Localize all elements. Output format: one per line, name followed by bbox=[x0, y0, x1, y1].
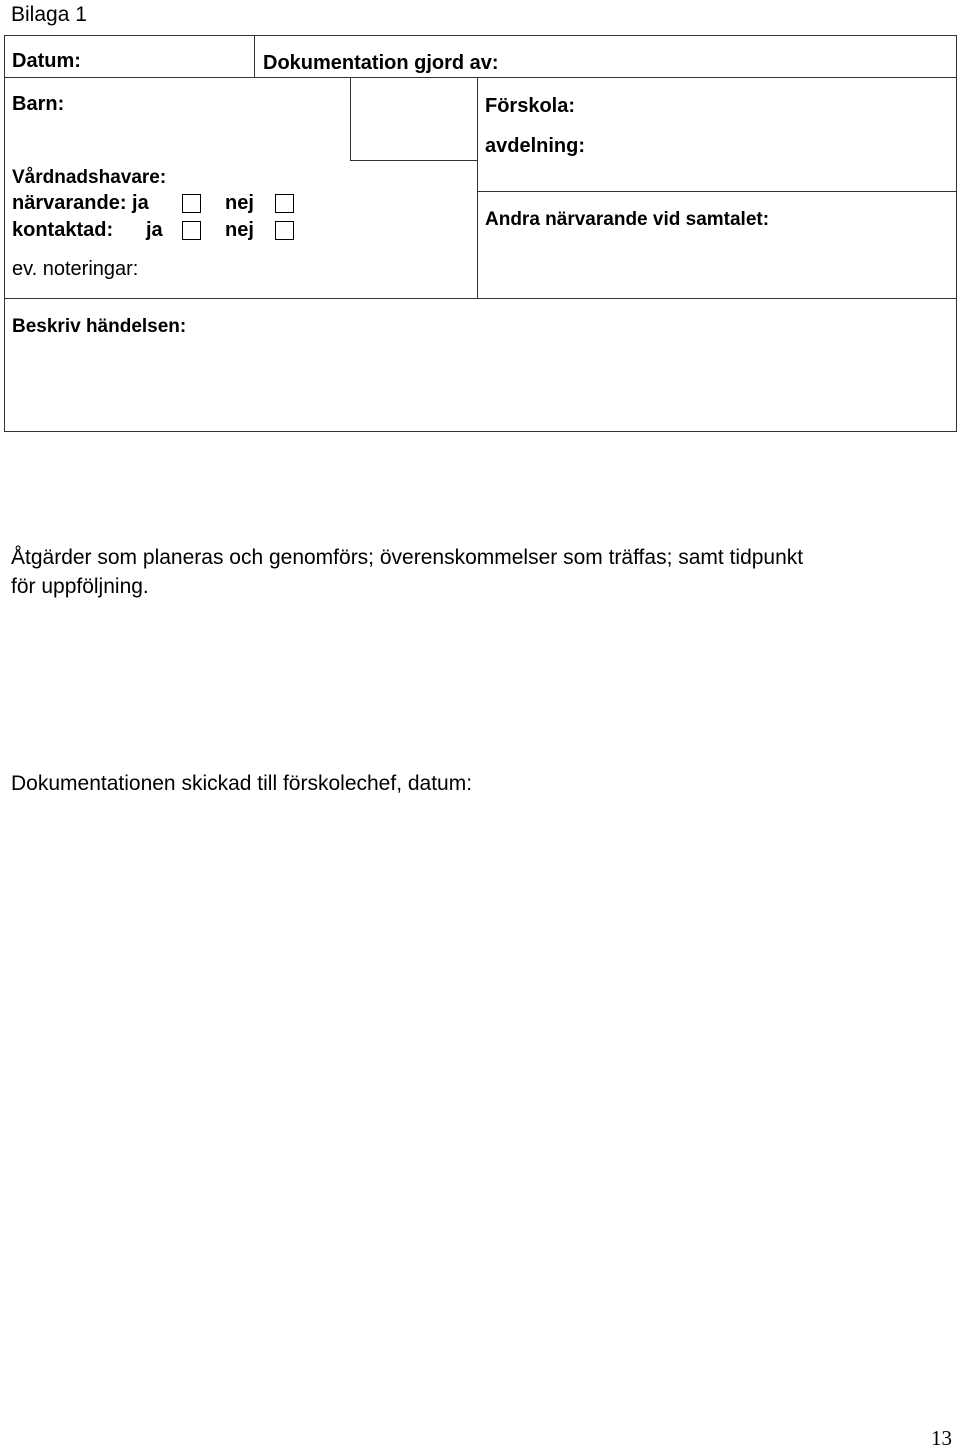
table-border-top bbox=[4, 35, 957, 36]
table-divider bbox=[477, 191, 957, 192]
page-title: Bilaga 1 bbox=[11, 3, 87, 26]
child-label: Barn: bbox=[12, 93, 65, 115]
guardians-heading: Vårdnadshavare: bbox=[12, 167, 167, 188]
others-present-label: Andra närvarande vid samtalet: bbox=[485, 209, 770, 230]
contacted-no-label: nej bbox=[225, 219, 254, 241]
actions-heading-line1: Åtgärder som planeras och genomförs; överenskommelser som träffas; samt tidpunkt bbox=[11, 546, 804, 569]
table-border-left bbox=[4, 35, 5, 432]
contacted-label: kontaktad: bbox=[12, 219, 114, 241]
present-yes-checkbox[interactable] bbox=[182, 194, 201, 213]
contacted-no-checkbox[interactable] bbox=[275, 221, 294, 240]
contacted-yes-checkbox[interactable] bbox=[182, 221, 201, 240]
documented-by-label: Dokumentation gjord av: bbox=[263, 52, 499, 74]
table-divider bbox=[4, 298, 957, 299]
table-divider bbox=[4, 77, 957, 78]
present-label: närvarande: ja bbox=[12, 192, 149, 214]
present-no-label: nej bbox=[225, 192, 254, 214]
table-border-right bbox=[956, 35, 957, 432]
table-divider bbox=[254, 35, 255, 78]
table-border-bottom bbox=[4, 431, 957, 432]
table-divider bbox=[350, 160, 477, 161]
preschool-label: Förskola: bbox=[485, 95, 576, 117]
datum-label: Datum: bbox=[12, 50, 81, 72]
notes-label: ev. noteringar: bbox=[12, 258, 139, 280]
department-label: avdelning: bbox=[485, 135, 586, 157]
actions-heading-line2: för uppföljning. bbox=[11, 575, 149, 598]
sent-to-manager-label: Dokumentationen skickad till förskolechef, datum: bbox=[11, 772, 473, 795]
table-divider bbox=[350, 77, 351, 161]
present-no-checkbox[interactable] bbox=[275, 194, 294, 213]
table-divider bbox=[477, 77, 478, 299]
contacted-yes-label: ja bbox=[146, 219, 163, 241]
page-number: 13 bbox=[931, 1426, 952, 1450]
describe-event-label: Beskriv händelsen: bbox=[12, 316, 187, 337]
